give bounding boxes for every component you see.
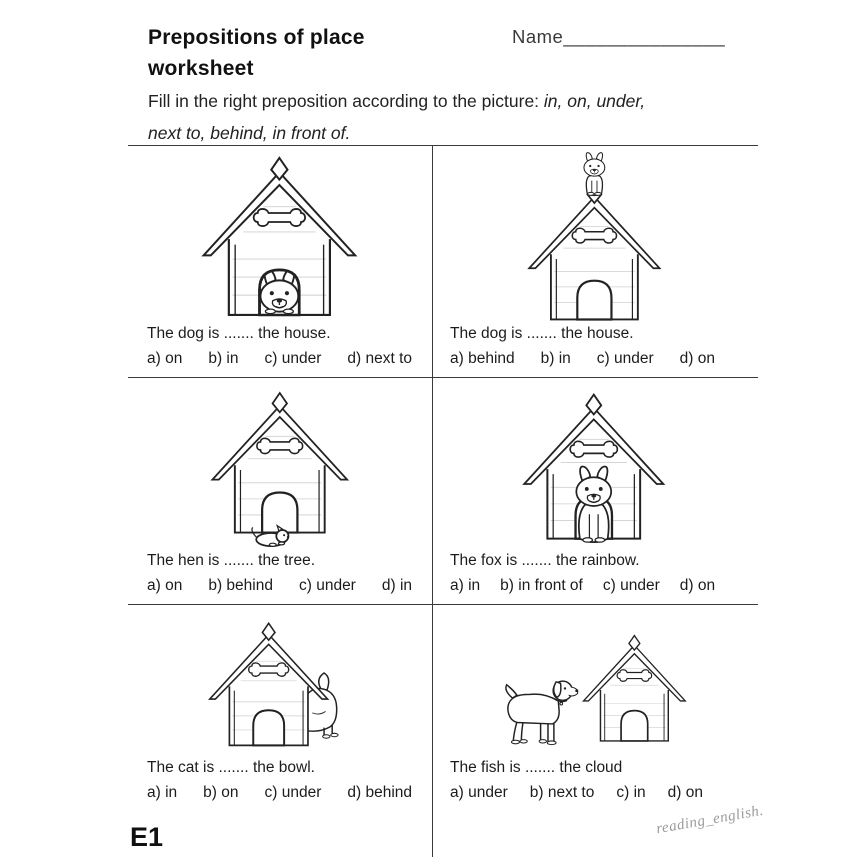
instructions bbox=[148, 85, 738, 149]
option-b[interactable]: b) in bbox=[208, 350, 239, 367]
exercise-cell-6 bbox=[434, 606, 754, 812]
option-d[interactable]: d) next to bbox=[347, 350, 412, 367]
options-row bbox=[450, 350, 750, 368]
question-sentence: The fish is ....... the cloud bbox=[450, 759, 623, 776]
option-a[interactable]: a) on bbox=[147, 577, 183, 594]
options-row bbox=[450, 577, 750, 595]
scene-dog-on-house bbox=[459, 148, 730, 324]
option-b[interactable]: b) behind bbox=[208, 577, 273, 594]
options-row bbox=[147, 784, 427, 802]
exercise-cell-2 bbox=[434, 146, 754, 376]
scene-dog-next-to-house bbox=[483, 608, 705, 752]
option-d[interactable]: d) behind bbox=[347, 784, 413, 801]
option-b[interactable]: b) in front of bbox=[500, 577, 583, 594]
title-line-1: Prepositions of place bbox=[148, 26, 365, 49]
option-b[interactable]: b) in bbox=[540, 350, 571, 367]
option-c[interactable]: c) under bbox=[298, 577, 356, 594]
question-sentence: The dog is ....... the house. bbox=[147, 325, 331, 342]
exercise-cell-5 bbox=[128, 606, 431, 812]
title-line-2: worksheet bbox=[148, 57, 254, 80]
scene-dog-under-house bbox=[149, 380, 411, 550]
options-row bbox=[147, 577, 427, 595]
name-field[interactable]: Name_______________ bbox=[512, 26, 726, 47]
option-b[interactable]: b) on bbox=[203, 784, 239, 801]
option-a[interactable]: a) on bbox=[147, 350, 183, 367]
options-row bbox=[147, 350, 427, 368]
instructions-prepositions-1: in, on, under, bbox=[543, 91, 646, 111]
exercise-cell-1 bbox=[128, 146, 431, 376]
option-b[interactable]: b) next to bbox=[529, 784, 595, 801]
instructions-prefix: Fill in the right preposition according to the picture: bbox=[148, 91, 544, 111]
option-c[interactable]: c) under bbox=[596, 350, 654, 367]
exercise-cell-3 bbox=[128, 378, 431, 603]
page-title bbox=[148, 22, 365, 84]
watermark-logo: reading_english. bbox=[655, 802, 765, 838]
option-d[interactable]: d) in bbox=[381, 577, 413, 594]
option-a[interactable]: a) under bbox=[450, 784, 508, 801]
scene-dog-in-front-of-house bbox=[463, 380, 725, 550]
grid-row-divider-2 bbox=[128, 604, 758, 605]
option-d[interactable]: d) on bbox=[667, 784, 703, 801]
level-badge: E1 bbox=[130, 822, 164, 852]
scene-dog-behind-house bbox=[169, 608, 391, 752]
question-sentence: The dog is ....... the house. bbox=[450, 325, 634, 342]
grid-column-divider bbox=[432, 145, 433, 857]
question-sentence: The hen is ....... the tree. bbox=[147, 552, 316, 569]
option-c[interactable]: c) under bbox=[602, 577, 660, 594]
option-a[interactable]: a) behind bbox=[450, 350, 515, 367]
option-c[interactable]: c) in bbox=[616, 784, 646, 801]
option-a[interactable]: a) in bbox=[450, 577, 481, 594]
options-row bbox=[450, 784, 750, 802]
question-sentence: The cat is ....... the bowl. bbox=[147, 759, 315, 776]
exercise-cell-4 bbox=[434, 378, 754, 603]
option-a[interactable]: a) in bbox=[147, 784, 178, 801]
question-sentence: The fox is ....... the rainbow. bbox=[450, 552, 640, 569]
option-d[interactable]: d) on bbox=[679, 577, 716, 594]
option-c[interactable]: c) under bbox=[264, 784, 322, 801]
instructions-prepositions-2: next to, behind, in front of. bbox=[148, 123, 351, 143]
option-d[interactable]: d) on bbox=[679, 350, 716, 367]
scene-dog-in-house bbox=[144, 148, 415, 324]
option-c[interactable]: c) under bbox=[264, 350, 322, 367]
